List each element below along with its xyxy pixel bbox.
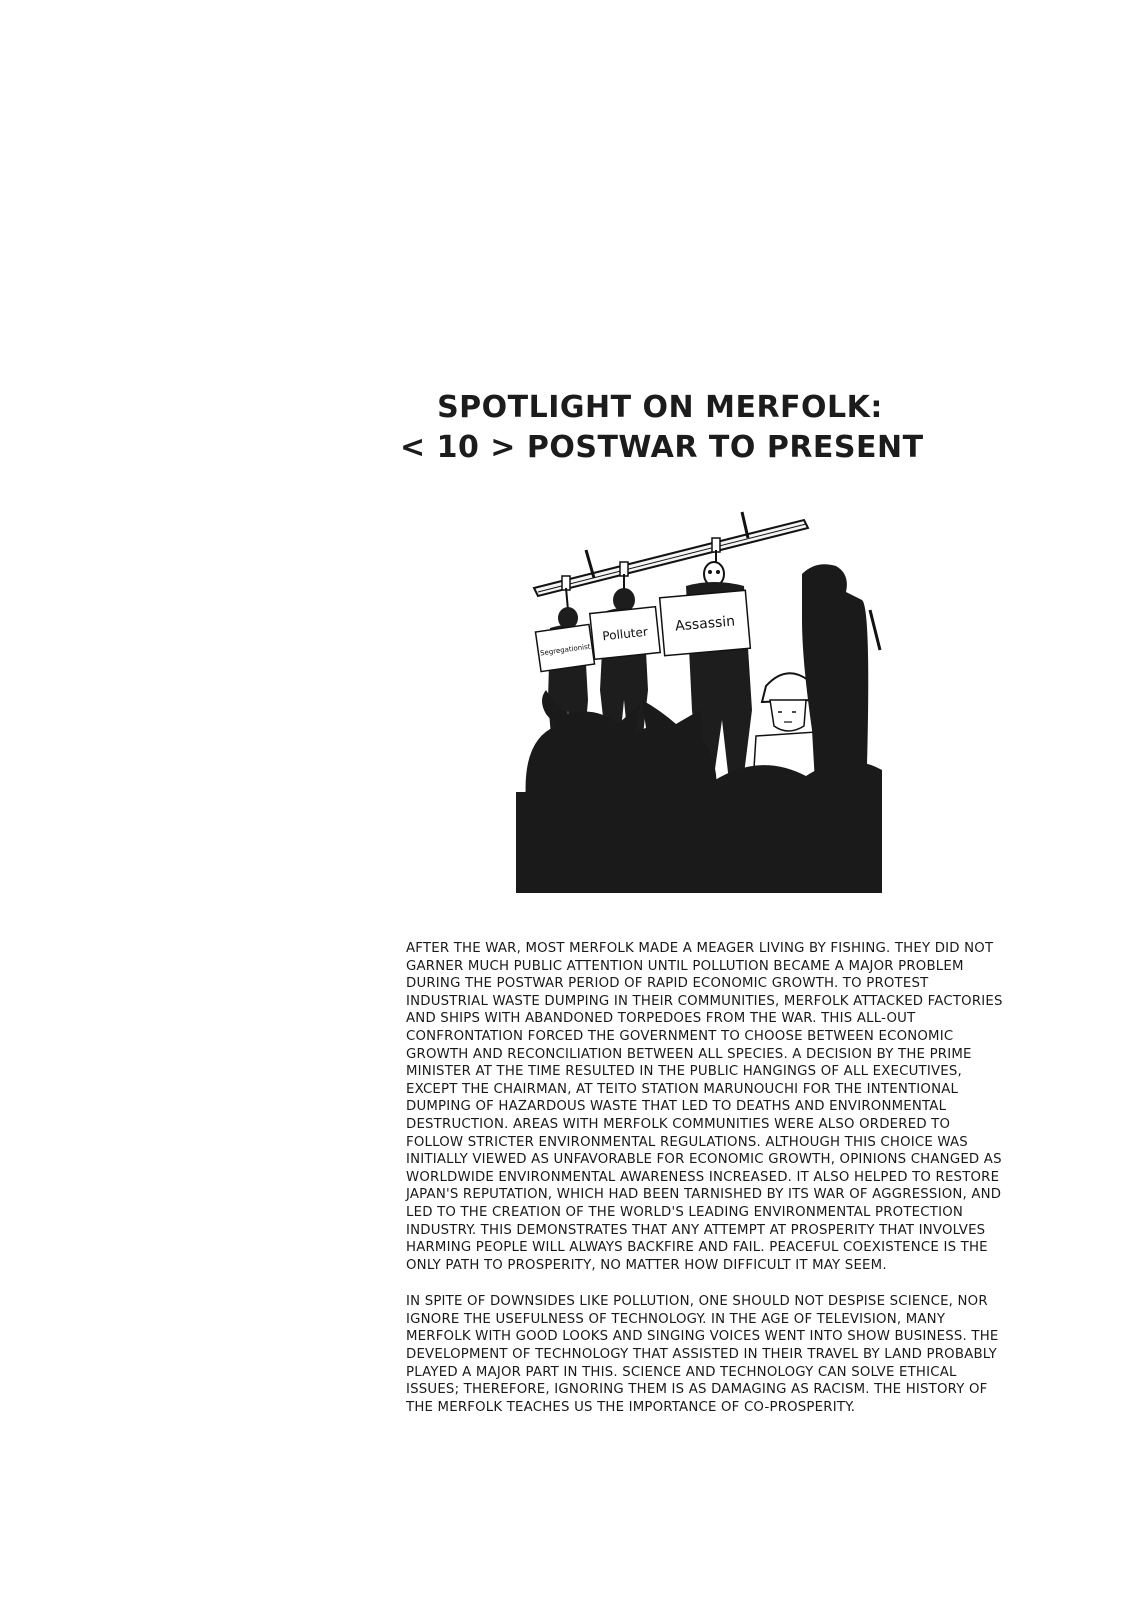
sign-segregationist-label: Segregationist [539,642,591,658]
title-line-1: SPOTLIGHT ON MERFOLK: [437,390,883,425]
title-line-2: < 10 > POSTWAR TO PRESENT [400,430,924,465]
sign-segregationist [535,624,594,671]
paragraph-1: AFTER THE WAR, MOST MERFOLK MADE A MEAGER LIVING BY FISHING. THEY DID NOT GARNER MUCH PUBLIC ATTENTION UNTIL POLLUTION BECAME A MAJOR PROBLEM DURING THE POSTWAR PERIOD OF RAPID ECONOMIC GROWTH. TO PROTEST INDUSTRIAL WASTE DUMPING IN THEIR COMMUNITIES, MERFOLK ATTACKED FACTORIES AND SHIPS WITH ABANDONED TORPEDOES FROM THE WAR. THIS ALL-OUT CONFRONTATION FORCED THE GOVERNMENT TO CHOOSE BETWEEN ECONOMIC GROWTH AND RECONCILIATION BETWEEN ALL SPECIES. A DECISION BY THE PRIME MINISTER AT THE TIME RESULTED IN THE PUBLIC HANGINGS OF ALL EXECUTIVES, EXCEPT THE CHAIRMAN, AT TEITO STATION MARUNOUCHI FOR THE INTENTIONAL DUMPING OF HAZARDOUS WASTE THAT LED TO DEATHS AND ENVIRONMENTAL DESTRUCTION. AREAS WITH MERFOLK COMMUNITIES WERE ALSO ORDERED TO FOLLOW STRICTER ENVIRONMENTAL REGULATIONS. ALTHOUGH THIS CHOICE WAS INITIALLY VIEWED AS UNFAVORABLE FOR ECONOMIC GROWTH, OPINIONS CHANGED AS WORLDWIDE ENVIRONMENTAL AWARENESS INCREASED. IT ALSO HELPED TO RESTORE JAPAN'S REPUTATION, WHICH HAD BEEN TARNISHED BY ITS WAR OF AGGRESSION, AND LED TO THE CREATION OF THE WORLD'S LEADING ENVIRONMENTAL PROTECTION INDUSTRY. THIS DEMONSTRATES THAT ANY ATTEMPT AT PROSPERITY THAT INVOLVES HARMING PEOPLE WILL ALWAYS BACKFIRE AND FAIL. PEACEFUL COEXISTENCE IS THE ONLY PATH TO PROSPERITY, NO MATTER HOW DIFFICULT IT MAY SEEM. [406,941,1003,1273]
paragraph-2: IN SPITE OF DOWNSIDES LIKE POLLUTION, ONE SHOULD NOT DESPISE SCIENCE, NOR IGNORE THE USEFULNESS OF TECHNOLOGY. IN THE AGE OF TELEVISION, MANY MERFOLK WITH GOOD LOOKS AND SINGING VOICES WENT INTO SHOW BUSINESS. THE DEVELOPMENT OF TECHNOLOGY THAT ASSISTED IN THEIR TRAVEL BY LAND PROBABLY PLAYED A MAJOR PART IN THIS. SCIENCE AND TECHNOLOGY CAN SOLVE ETHICAL ISSUES; THEREFORE, IGNORING THEM IS AS DAMAGING AS RACISM. THE HISTORY OF THE MERFOLK TEACHES US THE IMPORTANCE OF CO-PROSPERITY. [406,1294,999,1415]
article-body [406,940,1006,1435]
hanging-illustration [516,500,882,893]
page-title [400,388,924,468]
sign-polluter [590,607,660,660]
sign-assassin [660,590,751,655]
sign-assassin-label: Assassin [674,613,736,635]
sign-polluter-label: Polluter [601,624,649,644]
overhead-pole [534,512,808,596]
